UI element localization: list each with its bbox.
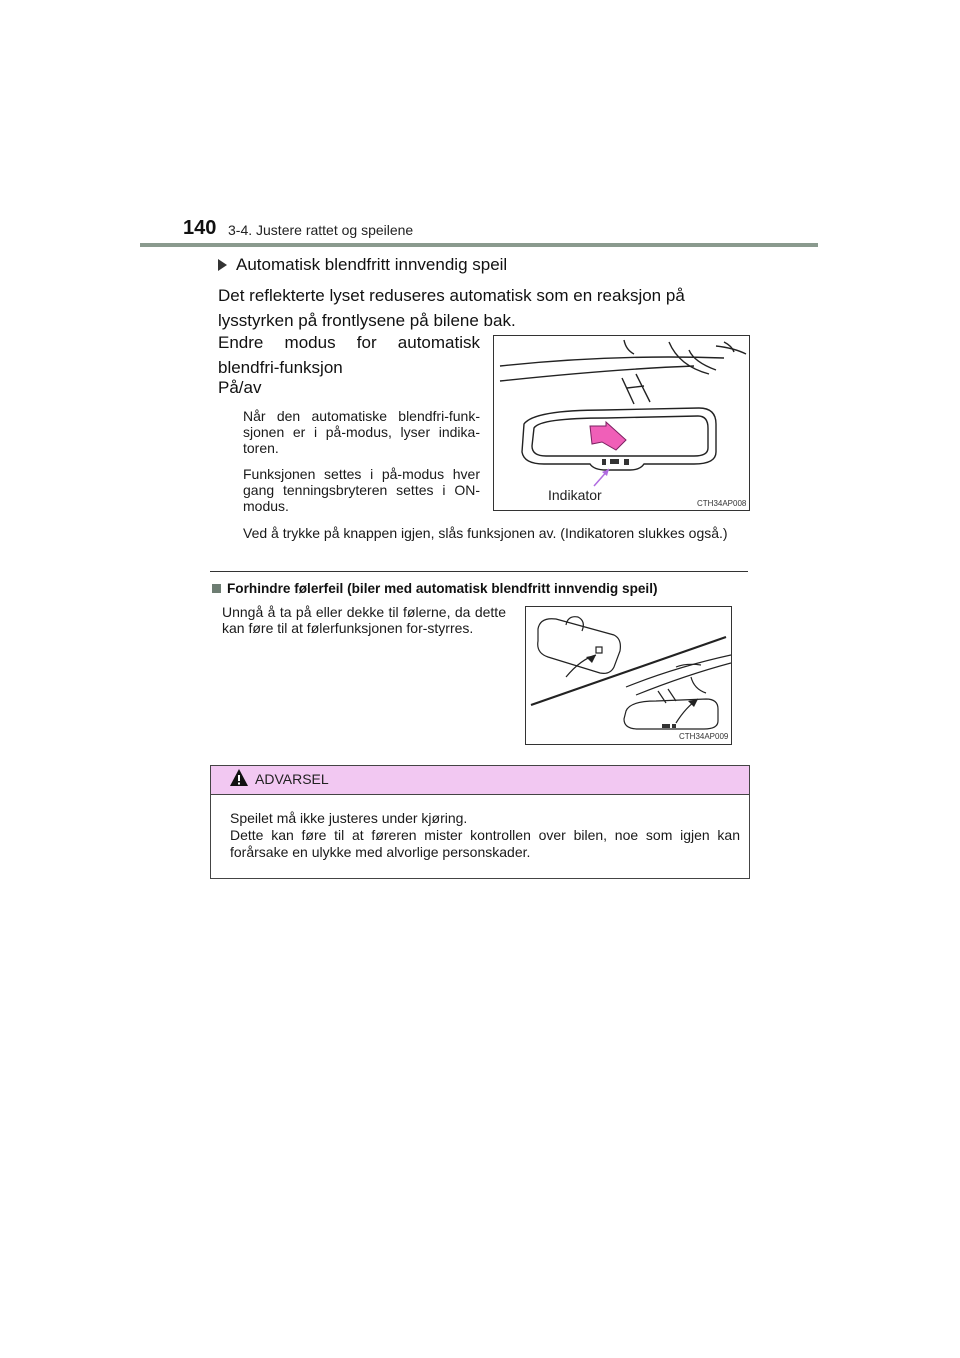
sensor-heading xyxy=(212,581,658,596)
section-title: 3-4. Justere rattet og speilene xyxy=(228,222,414,238)
indicator-label: Indikator xyxy=(548,487,602,503)
sensor-heading-text: Forhindre følerfeil (biler med automatisk blendfritt innvendig speil) xyxy=(227,581,658,596)
onoff-label: På/av xyxy=(218,378,262,397)
page-number: 140 xyxy=(183,217,217,239)
auto-mirror-heading-text: Automatisk blendfritt innvendig speil xyxy=(236,255,508,274)
paragraph-ignition: Funksjonen settes i på-modus hver gang tenningsbryteren settes i ON-modus. xyxy=(243,466,480,514)
warning-title: ADVARSEL xyxy=(255,771,329,787)
paragraph-button: Ved å trykke på knappen igjen, slås funksjonen av. (Indikatoren slukkes også.) xyxy=(243,525,728,541)
sensor-figure xyxy=(525,606,732,745)
auto-mirror-heading xyxy=(218,255,507,275)
figure-code-2: CTH34AP009 xyxy=(679,732,729,741)
mode-heading-line1: Endre modus for automatisk xyxy=(218,333,480,352)
sensor-text: Unngå å ta på eller dekke til følerne, da dette kan føre til at følerfunksjonen for-styrres. xyxy=(222,604,506,636)
header-divider xyxy=(140,243,818,247)
mode-heading-line2: blendfri-funksjon xyxy=(218,358,343,377)
warning-icon xyxy=(229,768,249,793)
mirror-figure xyxy=(493,335,750,511)
figure-code-1: CTH34AP008 xyxy=(697,499,747,508)
section-divider xyxy=(210,571,748,572)
sensor-illustration xyxy=(526,607,731,744)
square-bullet-icon xyxy=(212,584,221,593)
mirror-illustration xyxy=(494,336,749,510)
warning-line-1: Speilet må ikke justeres under kjøring. xyxy=(230,810,468,826)
warning-line-2: Dette kan føre til at føreren mister kontrollen over bilen, noe som igjen kan forårsake en ulykke med alvorlige personskader. xyxy=(230,827,740,860)
auto-mirror-intro: Det reflekterte lyset reduseres automatisk som en reaksjon på lysstyrken på frontlysene på bilene bak. xyxy=(218,286,685,330)
paragraph-indicator: Når den automatiske blendfri-funk-sjonen er i på-modus, lyser indika-toren. xyxy=(243,408,480,456)
warning-text xyxy=(230,810,740,861)
triangle-bullet-icon xyxy=(218,259,227,271)
